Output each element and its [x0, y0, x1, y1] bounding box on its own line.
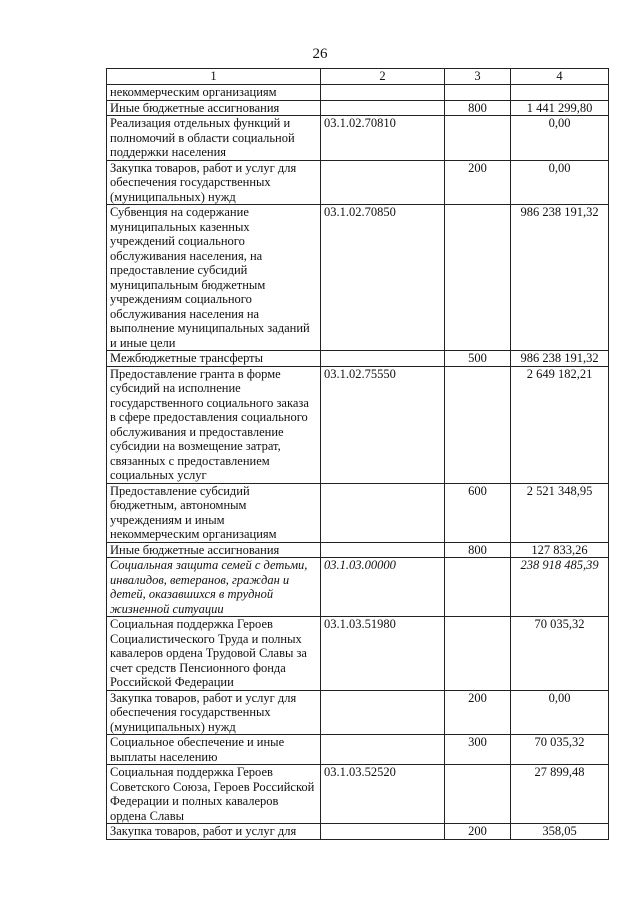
- row-amount: [511, 85, 609, 101]
- table-header-row: [107, 69, 609, 85]
- row-amount: 0,00: [511, 116, 609, 161]
- row-expense-type: 200: [445, 160, 511, 205]
- row-code: 03.1.02.75550: [321, 366, 445, 483]
- row-amount: 0,00: [511, 160, 609, 205]
- row-expense-type: [445, 765, 511, 824]
- row-amount: 1 441 299,80: [511, 100, 609, 116]
- row-expense-type: [445, 558, 511, 617]
- table-row: [107, 735, 609, 765]
- row-amount: 238 918 485,39: [511, 558, 609, 617]
- row-amount: 2 521 348,95: [511, 483, 609, 542]
- table-row: [107, 558, 609, 617]
- table-row: [107, 85, 609, 101]
- row-name: Закупка товаров, работ и услуг для обеспечения государственных (муниципальных) нужд: [107, 690, 321, 735]
- table-row: [107, 205, 609, 351]
- row-code: 03.1.03.00000: [321, 558, 445, 617]
- row-code: 03.1.02.70810: [321, 116, 445, 161]
- table-row: [107, 160, 609, 205]
- row-expense-type: [445, 116, 511, 161]
- row-name: некоммерческим организациям: [107, 85, 321, 101]
- row-expense-type: [445, 205, 511, 351]
- row-name: Межбюджетные трансферты: [107, 351, 321, 367]
- row-expense-type: 300: [445, 735, 511, 765]
- row-name: Субвенция на содержание муниципальных казенных учреждений социального обслуживания населения, на предоставление субсидий муниципальным бюджетным учреждениям социального обслуживания населения на выполнение муниципальных заданий и иные цели: [107, 205, 321, 351]
- row-amount: 0,00: [511, 690, 609, 735]
- row-code: [321, 100, 445, 116]
- row-name: Социальная защита семей с детьми, инвалидов, ветеранов, граждан и детей, оказавшихся в трудной жизненной ситуации: [107, 558, 321, 617]
- row-code: [321, 824, 445, 840]
- row-expense-type: 200: [445, 824, 511, 840]
- row-code: [321, 735, 445, 765]
- row-code: 03.1.03.51980: [321, 617, 445, 691]
- row-code: 03.1.02.70850: [321, 205, 445, 351]
- table-row: [107, 351, 609, 367]
- table-row: [107, 690, 609, 735]
- table-row: [107, 366, 609, 483]
- row-amount: 986 238 191,32: [511, 205, 609, 351]
- row-amount: 27 899,48: [511, 765, 609, 824]
- row-expense-type: [445, 85, 511, 101]
- row-code: 03.1.03.52520: [321, 765, 445, 824]
- row-code: [321, 483, 445, 542]
- table-row: [107, 824, 609, 840]
- page-number: 26: [312, 46, 328, 62]
- row-amount: 70 035,32: [511, 617, 609, 691]
- row-code: [321, 351, 445, 367]
- row-name: Иные бюджетные ассигнования: [107, 100, 321, 116]
- table-body: [107, 85, 609, 840]
- row-expense-type: [445, 366, 511, 483]
- row-name: Закупка товаров, работ и услуг для: [107, 824, 321, 840]
- table-row: [107, 483, 609, 542]
- table-row: [107, 542, 609, 558]
- column-header: 3: [445, 69, 511, 85]
- row-expense-type: 200: [445, 690, 511, 735]
- table-row: [107, 116, 609, 161]
- row-amount: 70 035,32: [511, 735, 609, 765]
- column-header: 1: [107, 69, 321, 85]
- row-name: Социальное обеспечение и иные выплаты населению: [107, 735, 321, 765]
- row-code: [321, 85, 445, 101]
- row-amount: 2 649 182,21: [511, 366, 609, 483]
- row-name: Иные бюджетные ассигнования: [107, 542, 321, 558]
- row-name: Предоставление гранта в форме субсидий на исполнение государственного социального заказа в сфере предоставления социального обслуживания и предоставление субсидии на возмещение затрат, связанных с предоставлением социальных услуг: [107, 366, 321, 483]
- row-expense-type: 500: [445, 351, 511, 367]
- table-row: [107, 765, 609, 824]
- row-name: Закупка товаров, работ и услуг для обеспечения государственных (муниципальных) нужд: [107, 160, 321, 205]
- row-code: [321, 160, 445, 205]
- column-header: 4: [511, 69, 609, 85]
- table-row: [107, 100, 609, 116]
- row-amount: 127 833,26: [511, 542, 609, 558]
- row-name: Социальная поддержка Героев Советского Союза, Героев Российской Федерации и полных кавалеров ордена Славы: [107, 765, 321, 824]
- row-code: [321, 542, 445, 558]
- column-header: 2: [321, 69, 445, 85]
- row-name: Предоставление субсидий бюджетным, автономным учреждениям и иным некоммерческим организациям: [107, 483, 321, 542]
- row-expense-type: 800: [445, 542, 511, 558]
- table-row: [107, 617, 609, 691]
- row-expense-type: 600: [445, 483, 511, 542]
- row-name: Реализация отдельных функций и полномочий в области социальной поддержки населения: [107, 116, 321, 161]
- row-amount: 986 238 191,32: [511, 351, 609, 367]
- budget-table: [106, 68, 609, 840]
- row-name: Социальная поддержка Героев Социалистического Труда и полных кавалеров ордена Трудовой Славы за счет средств Пенсионного фонда Российской Федерации: [107, 617, 321, 691]
- row-expense-type: 800: [445, 100, 511, 116]
- row-amount: 358,05: [511, 824, 609, 840]
- row-code: [321, 690, 445, 735]
- row-expense-type: [445, 617, 511, 691]
